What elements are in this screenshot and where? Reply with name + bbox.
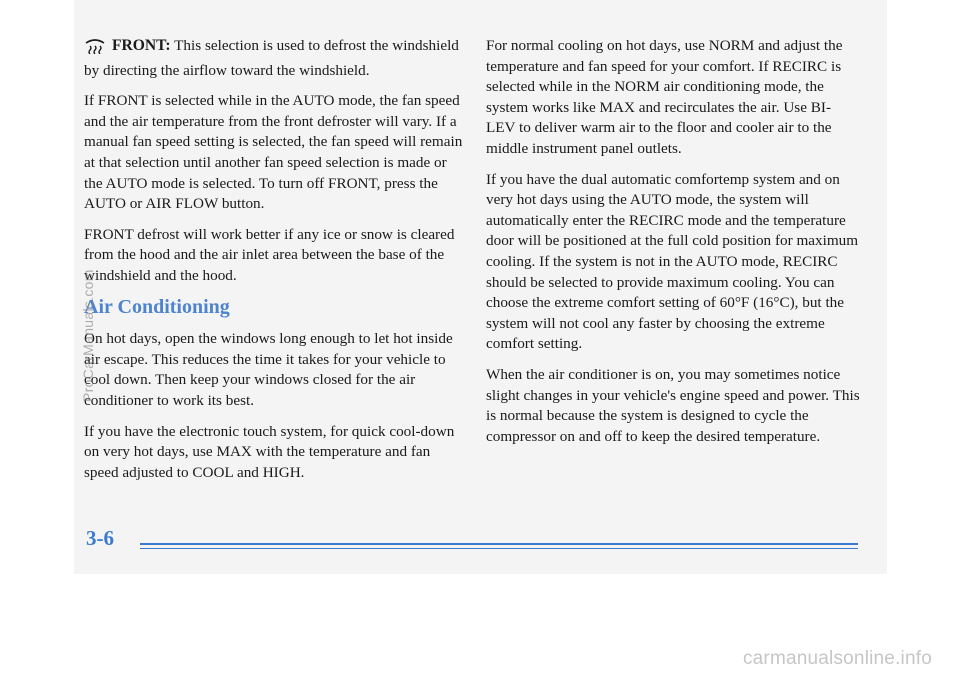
front-text: This selection is used to defrost the windshield by directing the airflow toward the windshield.: [84, 37, 459, 79]
para-hot-days: On hot days, open the windows long enough to let hot inside air escape. This reduces the time it takes for your vehicle to cool down. Then keep your windows closed for the air conditioner to work its best.: [84, 330, 453, 409]
site-url-watermark: carmanualsonline.info: [742, 648, 932, 669]
windshield-defrost-icon: [84, 36, 106, 61]
footer-rule-thin: [140, 548, 858, 549]
para-norm-cooling: For normal cooling on hot days, use NORM and adjust the temperature and fan speed for your comfort. If RECIRC is selected while in the NORM air conditioning mode, the system works like MAX and recirculates the air. Use BI-LEV to deliver warm air to the floor and cooler air to the middle instrument panel outlets.: [486, 37, 843, 157]
para-front-defrost: FRONT defrost will work better if any ice or snow is cleared from the hood and the air inlet area between the base of the windshield and the hood.: [84, 225, 455, 284]
front-label: FRONT:: [112, 37, 171, 54]
section-heading-air-conditioning: Air Conditioning: [84, 295, 230, 318]
para-auto-mode: If FRONT is selected while in the AUTO mode, the fan speed and the air temperature from the front defroster will vary. If a manual fan speed setting is selected, the fan speed will remain at that selection until another fan speed selection is made or the AUTO mode is selected. To turn off FRONT, press the AUTO or AIR FLOW button.: [84, 92, 463, 213]
front-paragraph: [84, 36, 464, 81]
para-electronic-touch: If you have the electronic touch system, for quick cool-down on very hot days, use MAX with the temperature and fan speed adjusted to COOL and HIGH.: [84, 422, 455, 481]
para-dual-comfortemp: If you have the dual automatic comfortemp system and on very hot days using the AUTO mode, the system will automatically enter the RECIRC mode and the temperature door will be positioned at the full cold position for maximum cooling. If the system is not in the AUTO mode, RECIRC should be selected to provide maximum cooling. You can choose the extreme comfort setting of 60°F (16°C), but the system will not cool any faster by choosing the extreme comfort setting.: [486, 170, 859, 353]
watermark-text: ProCarManuals.com: [80, 269, 96, 402]
para-compressor-cycle: When the air conditioner is on, you may sometimes notice slight changes in your vehicle's engine speed and power. This is normal because the system is designed to cycle the compressor on and off to keep the desired temperature.: [486, 365, 860, 445]
left-column: [84, 36, 464, 493]
right-column: [486, 36, 860, 457]
page-number: 3-6: [86, 526, 114, 550]
footer-rule: [140, 543, 858, 545]
